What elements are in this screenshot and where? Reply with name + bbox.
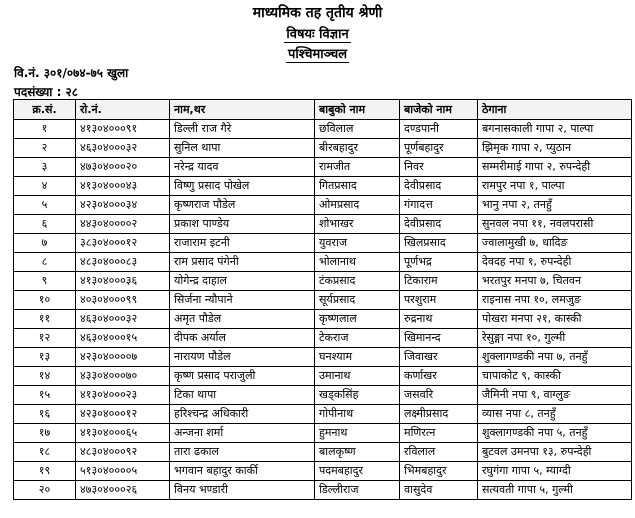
- cell-address: शुक्लागण्डकी नपा ५, तनहुँ: [478, 424, 632, 443]
- cell-name: राजाराम इटनी: [170, 234, 315, 253]
- table-row: [14, 253, 632, 272]
- table-row: [14, 405, 632, 424]
- cell-serial: ७: [14, 234, 76, 253]
- cell-father: रामजीत: [315, 158, 400, 177]
- cell-roll: ४७३०४०००२०: [76, 158, 170, 177]
- table-row: [14, 139, 632, 158]
- cell-father: घनश्याम: [315, 348, 400, 367]
- region-text: पश्चिमाञ्चल: [287, 47, 348, 62]
- cell-serial: १: [14, 120, 76, 139]
- cell-roll: ४८३०४०००८३: [76, 253, 170, 272]
- column-header-grandfather: बाजेको नाम: [400, 100, 478, 120]
- cell-father: टेकराज: [315, 329, 400, 348]
- cell-name: विनय भण्डारी: [170, 481, 315, 500]
- cell-father: खड्कसिंह: [315, 386, 400, 405]
- cell-name: अमृत पौडेल: [170, 310, 315, 329]
- cell-father: पदमबहादुर: [315, 462, 400, 481]
- table-row: [14, 291, 632, 310]
- cell-address: ज्वालामुखी ७, धादिङ: [478, 234, 632, 253]
- cell-roll: ४१३०४०००२३: [76, 386, 170, 405]
- cell-serial: १२: [14, 329, 76, 348]
- cell-roll: ४०३०४०००९९: [76, 291, 170, 310]
- cell-grandfather: वासुदेव: [400, 481, 478, 500]
- cell-address: देवदह नपा १, रुपन्देही: [478, 253, 632, 272]
- cell-grandfather: खिलप्रसाद: [400, 234, 478, 253]
- cell-name: प्रकाश पाण्डेय: [170, 215, 315, 234]
- cell-roll: ४८३०४०००९२: [76, 443, 170, 462]
- cell-name: कृष्णराज पौडेल: [170, 196, 315, 215]
- cell-serial: ५: [14, 196, 76, 215]
- cell-address: रघुगंगा गापा ५, म्याग्दी: [478, 462, 632, 481]
- cell-name: विष्णु प्रसाद पोखेल: [170, 177, 315, 196]
- table-row: [14, 120, 632, 139]
- cell-name: भगवान बहादुर कार्की: [170, 462, 315, 481]
- subject-text: विषयः विज्ञान: [286, 27, 349, 42]
- cell-roll: ४३३०४०००७०: [76, 367, 170, 386]
- cell-address: राइनास नपा १०, लमजुङ: [478, 291, 632, 310]
- cell-father: छविलाल: [315, 120, 400, 139]
- notice-number: वि.नं. ३०१/०७४-७५ खुला: [14, 66, 129, 80]
- table-row: [14, 443, 632, 462]
- subject-heading: [0, 24, 635, 42]
- cell-grandfather: निवर: [400, 158, 478, 177]
- cell-grandfather: रविलाल: [400, 443, 478, 462]
- cell-name: तारा ढकाल: [170, 443, 315, 462]
- cell-roll: ४१३०४०००४३: [76, 177, 170, 196]
- cell-father: डिल्लीराज: [315, 481, 400, 500]
- cell-serial: ९: [14, 272, 76, 291]
- cell-address: व्यास नपा ८, तनहुँ: [478, 405, 632, 424]
- cell-serial: २०: [14, 481, 76, 500]
- table-row: [14, 367, 632, 386]
- cell-address: भानु नपा २, तनहुँ: [478, 196, 632, 215]
- cell-roll: ४४३०४००००२: [76, 215, 170, 234]
- cell-serial: १९: [14, 462, 76, 481]
- cell-father: बीरबहादुर: [315, 139, 400, 158]
- cell-father: हुमनाथ: [315, 424, 400, 443]
- cell-serial: १८: [14, 443, 76, 462]
- cell-roll: ४१३०४०००३६: [76, 272, 170, 291]
- cell-name: दीपक अर्याल: [170, 329, 315, 348]
- cell-grandfather: देवीप्रसाद: [400, 215, 478, 234]
- cell-roll: ४२३०४०००३४: [76, 196, 170, 215]
- column-header-name: नाम,थर: [170, 100, 315, 120]
- cell-serial: १३: [14, 348, 76, 367]
- cell-father: शोभाखर: [315, 215, 400, 234]
- column-header-father: बाबुको नाम: [315, 100, 400, 120]
- cell-father: भोलानाथ: [315, 253, 400, 272]
- cell-address: भरतपुर मनपा ७, चितवन: [478, 272, 632, 291]
- cell-name: अन्जना शर्मा: [170, 424, 315, 443]
- table-row: [14, 272, 632, 291]
- cell-name: टिका थापा: [170, 386, 315, 405]
- table-row: [14, 215, 632, 234]
- cell-address: रेसुङ्गा नपा १०, गुल्मी: [478, 329, 632, 348]
- column-header-address: ठेगाना: [478, 100, 632, 120]
- cell-name: सुनिल थापा: [170, 139, 315, 158]
- cell-serial: १०: [14, 291, 76, 310]
- cell-address: सम्मरीमाई गापा २, रुपन्देही: [478, 158, 632, 177]
- cell-name: कृष्ण प्रसाद पराजुली: [170, 367, 315, 386]
- cell-name: नरेन्द्र यादव: [170, 158, 315, 177]
- table-row: [14, 386, 632, 405]
- table-row: [14, 234, 632, 253]
- cell-serial: २: [14, 139, 76, 158]
- results-table: [13, 99, 632, 500]
- cell-grandfather: मणिरत्न: [400, 424, 478, 443]
- cell-father: गितप्रसाद: [315, 177, 400, 196]
- cell-grandfather: गंगादत्त: [400, 196, 478, 215]
- cell-grandfather: जसवरि: [400, 386, 478, 405]
- cell-serial: ४: [14, 177, 76, 196]
- cell-grandfather: भिमबहादुर: [400, 462, 478, 481]
- cell-roll: ४२३०४००००७: [76, 348, 170, 367]
- cell-serial: १७: [14, 424, 76, 443]
- cell-grandfather: पूर्णबहादुर: [400, 139, 478, 158]
- cell-grandfather: खिमानन्द: [400, 329, 478, 348]
- cell-father: बालकृष्ण: [315, 443, 400, 462]
- cell-father: युवराज: [315, 234, 400, 253]
- cell-name: सिर्जना न्यौपाने: [170, 291, 315, 310]
- cell-name: राम प्रसाद पंगेनी: [170, 253, 315, 272]
- table-row: [14, 158, 632, 177]
- cell-father: टंकप्रसाद: [315, 272, 400, 291]
- cell-father: कृष्णलाल: [315, 310, 400, 329]
- cell-serial: १५: [14, 386, 76, 405]
- cell-name: योगेन्द्र दाहाल: [170, 272, 315, 291]
- table-body: [14, 120, 632, 500]
- cell-grandfather: रुद्रनाथ: [400, 310, 478, 329]
- table-row: [14, 481, 632, 500]
- cell-grandfather: जिवाखर: [400, 348, 478, 367]
- cell-roll: ४६३०४०००१५: [76, 329, 170, 348]
- cell-address: सत्यवती गापा ५, गुल्मी: [478, 481, 632, 500]
- table-row: [14, 348, 632, 367]
- cell-grandfather: पूर्णभद्र: [400, 253, 478, 272]
- cell-name: हरिश्चन्द्र अधिकारी: [170, 405, 315, 424]
- cell-grandfather: परशुराम: [400, 291, 478, 310]
- cell-roll: ४७३०४०००२६: [76, 481, 170, 500]
- cell-address: बुटवल उमनपा १३, रुपन्देही: [478, 443, 632, 462]
- cell-roll: ३८३०४०००१२: [76, 234, 170, 253]
- cell-father: सूर्यप्रसाद: [315, 291, 400, 310]
- cell-serial: १४: [14, 367, 76, 386]
- post-count: पदसंख्या : २८: [14, 85, 79, 99]
- column-header-roll: रो.नं.: [76, 100, 170, 120]
- cell-roll: ४६३०४०००३२: [76, 139, 170, 158]
- cell-serial: ११: [14, 310, 76, 329]
- cell-roll: ४६३०४०००३२: [76, 310, 170, 329]
- cell-roll: ४१३०४०००६५: [76, 424, 170, 443]
- cell-address: जैमिनी नपा ९, वाग्लुङ: [478, 386, 632, 405]
- column-header-serial: क्र.सं.: [14, 100, 76, 120]
- cell-address: बगनासकाली गापा २, पाल्पा: [478, 120, 632, 139]
- cell-roll: ५१३०४००००५: [76, 462, 170, 481]
- table-header-row: [14, 100, 632, 120]
- cell-father: गोपीनाथ: [315, 405, 400, 424]
- cell-address: शुक्लागण्डकी नपा ७, तनहुँ: [478, 348, 632, 367]
- cell-address: पोखरा मनपा २१, कास्की: [478, 310, 632, 329]
- cell-serial: ८: [14, 253, 76, 272]
- cell-serial: ३: [14, 158, 76, 177]
- table-row: [14, 424, 632, 443]
- cell-grandfather: लक्ष्मीप्रसाद: [400, 405, 478, 424]
- cell-address: सुनवल नपा ११, नवलपरासी: [478, 215, 632, 234]
- cell-address: चापाकोट ९, कास्की: [478, 367, 632, 386]
- cell-father: ओमप्रसाद: [315, 196, 400, 215]
- table-row: [14, 177, 632, 196]
- cell-serial: ६: [14, 215, 76, 234]
- cell-name: डिल्ली राज गैरे: [170, 120, 315, 139]
- cell-address: झिमृक गापा २, प्युठान: [478, 139, 632, 158]
- cell-serial: १६: [14, 405, 76, 424]
- table-row: [14, 329, 632, 348]
- cell-roll: ४१३०४०००९१: [76, 120, 170, 139]
- cell-grandfather: देवीप्रसाद: [400, 177, 478, 196]
- table-row: [14, 462, 632, 481]
- cell-grandfather: दण्डपानी: [400, 120, 478, 139]
- cell-roll: ४२३०४०००१२: [76, 405, 170, 424]
- table-row: [14, 196, 632, 215]
- cell-grandfather: कर्णाखर: [400, 367, 478, 386]
- region-heading: [0, 44, 635, 62]
- cell-grandfather: टिकाराम: [400, 272, 478, 291]
- cell-address: रामपुर नपा १, पाल्पा: [478, 177, 632, 196]
- cell-name: नारायण पौडेल: [170, 348, 315, 367]
- cell-father: उमानाथ: [315, 367, 400, 386]
- table-row: [14, 310, 632, 329]
- document-title: माध्यमिक तह तृतीय श्रेणी: [252, 5, 383, 21]
